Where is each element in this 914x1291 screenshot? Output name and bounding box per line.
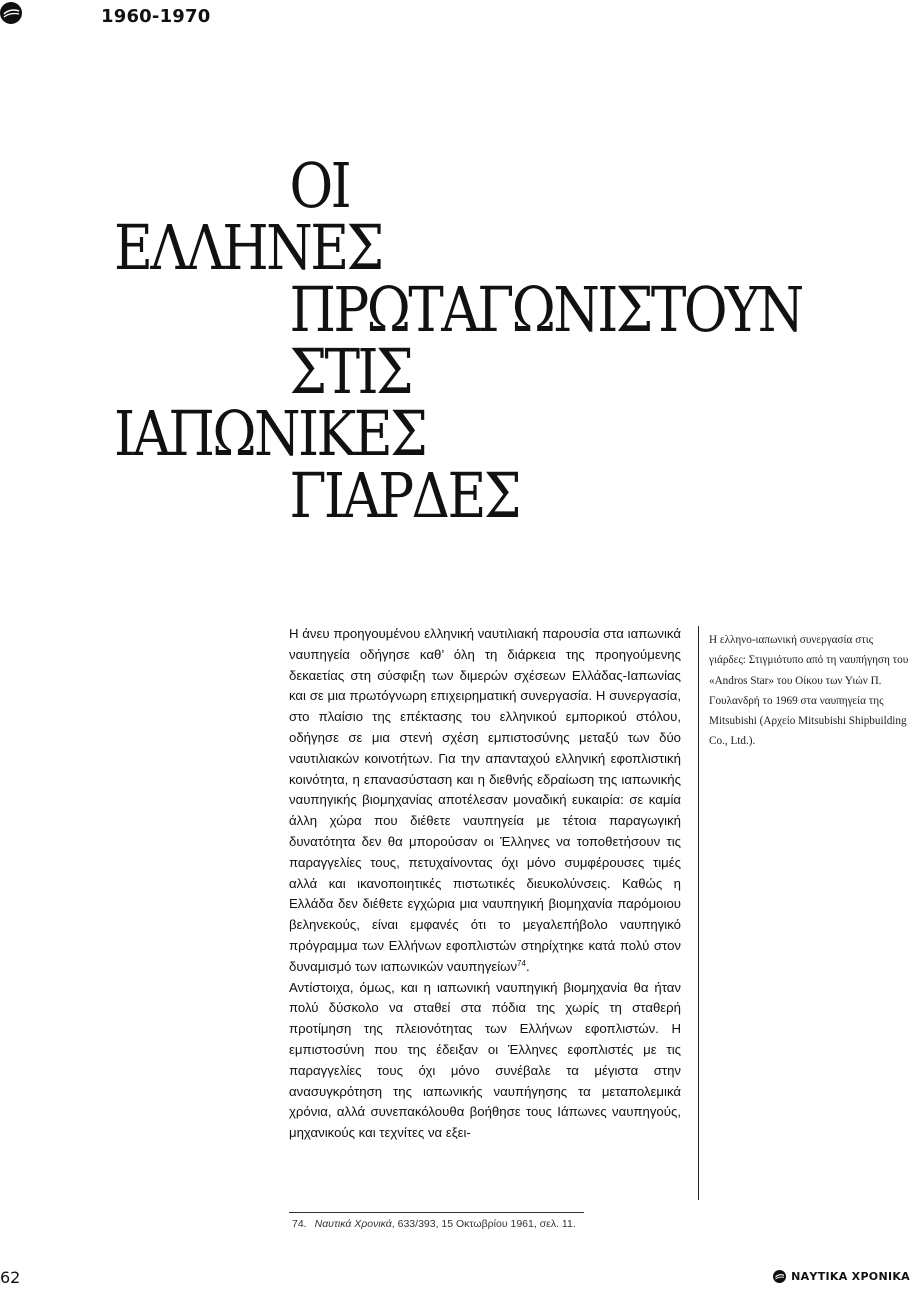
paragraph-text: Η άνευ προηγουμένου ελληνική ναυτιλιακή παρουσία στα ιαπωνικά ναυπηγεία οδήγησε καθ’ όλη τη διάρκεια της προηγούμενης δεκαετίας στη σύσφιξη των διμερών σχέσεων Ελλάδας-Ιαπωνίας και σε μια πρωτόγνωρη επιχειρηματική συνεργασία. Η συνεργασία, στο πλαίσιο της επέκτασης του ελληνικού εμπορικού στόλου, οδήγησε σε μια στενή σχέση εμπιστοσύνης μεταξύ των δύο ναυτιλιακών κοινοτήτων. Για την απανταχού ελληνική εφοπλιστική κοινότητα, η επανασύσταση και η διεθνής εδραίωση της ιαπωνικής ναυπηγικής βιομηχανίας αποτέλεσαν μοναδική ευκαιρία: σε καμία άλλη χώρα που διέθετε ναυπηγεία με τέτοια παραγωγική δυνατότητα δεν θα μπορούσαν οι Έλληνες να τοποθετήσουν τις παραγγελίες τους, πετυχαίνοντας όχι μόνο συμφέρουσες τιμές αλλά και ικανοποιητικές πιστωτικές διευκολύνσεις. Καθώς η Ελλάδα δεν διέθετε εγχώρια μια ναυπηγική βιομηχανία παρόμοιου βεληνεκούς, είναι εμφανές ότι το μεγαλεπήβολο ναυπηγικό πρόγραμμα των Ελλήνων εφοπλιστών στηρίχτηκε κατά πολύ στον δυναμισμό των ιαπωνικών ναυπηγείων — [289, 626, 681, 974]
period-label: 1960-1970 — [101, 6, 211, 27]
title-line: ΙΑΠΩΝΙΚΕΣ — [114, 397, 426, 470]
publication-logo-icon — [773, 1270, 786, 1283]
title-line: ΕΛΛΗΝΕΣ — [114, 211, 382, 284]
footnote-divider — [289, 1212, 584, 1213]
footnote — [292, 1218, 576, 1230]
article-body — [289, 624, 681, 1144]
footer-brand — [773, 1270, 910, 1283]
title-line: ΓΙΑΡΔΕΣ — [289, 459, 519, 532]
body-paragraph — [289, 624, 681, 978]
photo-caption: Η ελληνο-ιαπωνική συνεργασία στις γιάρδες: Στιγμιότυπο από τη ναυπήγηση του «Andros Star» του Οίκου των Υιών Π. Γουλανδρή το 1969 στα ναυπηγεία της Mitsubishi (Αρχείο Mitsubishi Shipbuilding Co., Ltd.). — [709, 634, 909, 748]
body-paragraph: Αντίστοιχα, όμως, και η ιαπωνική ναυπηγική βιομηχανία θα ήταν πολύ δύσκολο να σταθεί στα πόδια της χωρίς τη σταθερή προτίμηση της πλειονότητας των Ελλήνων εφοπλιστών. Η εμπιστοσύνη που της έδειξαν οι Έλληνες εφοπλιστές με τις παραγγελίες τους όχι μόνο συνέβαλε τα μέγιστα στην ανασυγκρότηση της ιαπωνικής ναυπήγησης τα μεταπολεμικά χρόνια, αλλά συνεπακόλουθα βοήθησε τους Ιάπωνες ναυπηγούς, μηχανικούς και τεχνίτες να εξει- — [289, 979, 681, 1141]
footnote-number: 74. — [292, 1218, 307, 1230]
footnote-source: Ναυτικά Χρονικά — [314, 1218, 392, 1230]
column-divider — [698, 626, 699, 1200]
footnote-reference[interactable]: 74 — [517, 958, 526, 968]
title-line: ΟΙ — [289, 149, 350, 222]
page-number: 62 — [0, 1268, 21, 1287]
article-title — [114, 149, 802, 532]
paragraph-end: . — [525, 958, 530, 974]
footnote-details: , 633/393, 15 Οκτωβρίου 1961, σελ. 11. — [391, 1218, 576, 1230]
brand-name: ΝΑΥΤΙΚΑ ΧΡΟΝΙΚΑ — [791, 1270, 910, 1283]
title-line: ΣΤΙΣ — [289, 335, 412, 408]
title-line: ΠΡΩΤΑΓΩΝΙΣΤΟΥΝ — [289, 273, 802, 346]
publication-logo-icon — [0, 2, 22, 24]
